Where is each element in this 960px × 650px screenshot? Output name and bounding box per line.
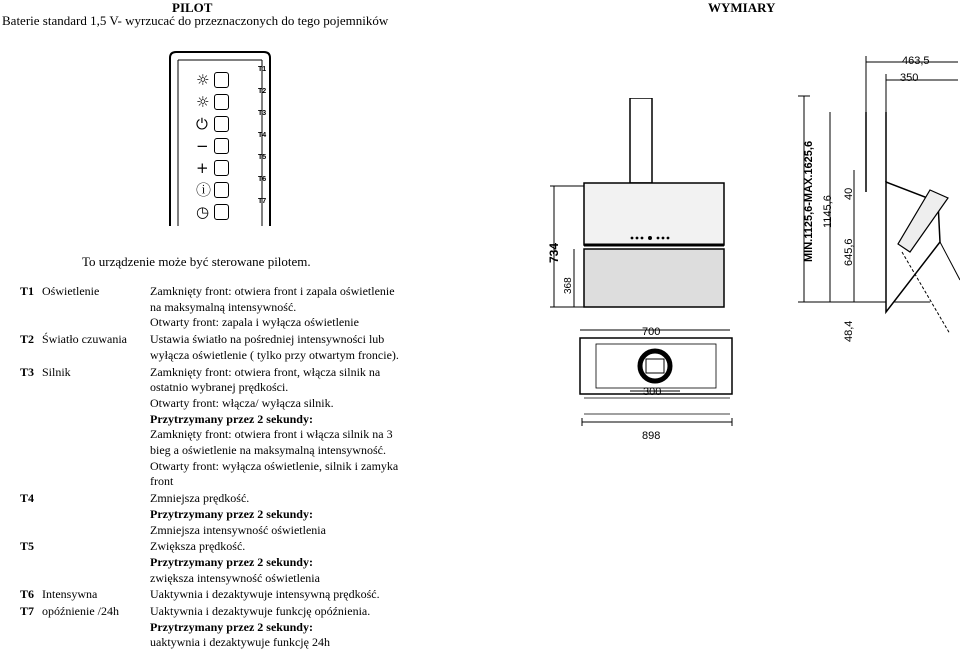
func-key: T6: [20, 587, 35, 602]
dim-700-label: 700: [642, 326, 661, 338]
remote-button-t2[interactable]: [214, 94, 229, 110]
func-description-line: zwiększa intensywność oświetlenia: [150, 570, 320, 585]
dim-6456-label: 645,6: [843, 238, 855, 266]
func-description-line: Otwarty front: zapala i wyłącza oświetlenie: [150, 315, 359, 330]
func-key: T4: [20, 491, 35, 506]
func-description-line: uaktywnia i dezaktywuje funkcję 24h: [150, 635, 330, 650]
standby-light-icon: ☼: [196, 93, 210, 111]
power-icon: ⏻: [196, 115, 208, 133]
boost-icon: ⓘ: [196, 181, 212, 199]
func-description-line: bieg a oświetlenie na maksymalną intensywność.: [150, 443, 386, 457]
func-description-line: Zamknięty front: otwiera front i zapala oświetlenie: [150, 284, 395, 298]
remote-button-label: T5: [258, 154, 267, 161]
remote-button-label: T2: [258, 88, 267, 95]
func-name: Intensywna: [42, 587, 98, 602]
func-description-line: na maksymalną intensywność.: [150, 299, 297, 314]
func-name: Oświetlenie: [42, 284, 100, 298]
func-description-line: Zmniejsza prędkość.: [150, 491, 250, 506]
func-description-line: wyłącza oświetlenie ( tylko przy otwartym froncie).: [150, 347, 399, 362]
remote-button-t4[interactable]: [214, 138, 229, 154]
func-description-line: Przytrzymany przez 2 sekundy:: [150, 411, 313, 426]
func-description-line: Uaktywnia i dezaktywuje funkcję opóźnienia.: [150, 604, 371, 618]
func-description-line: Otwarty front: wyłącza oświetlenie, silnik i zamyka: [150, 458, 399, 473]
func-key: T7: [20, 604, 35, 618]
dim-898-label: 898: [642, 430, 661, 442]
dim-350-label: 350: [900, 72, 919, 84]
func-name: Silnik: [42, 364, 71, 379]
func-description-line: Zamknięty front: otwiera front, włącza silnik na: [150, 364, 381, 379]
func-key: T2: [20, 332, 35, 347]
remote-button-label: T3: [258, 110, 267, 117]
func-description-line: Przytrzymany przez 2 sekundy:: [150, 619, 313, 634]
remote-button-t1[interactable]: [214, 72, 229, 88]
func-description-line: Ustawia światło na pośredniej intensywności lub: [150, 332, 385, 347]
func-description-line: Otwarty front: włącza/ wyłącza silnik.: [150, 395, 334, 410]
func-description-line: Zmniejsza intensywność oświetlenia: [150, 522, 326, 537]
remote-button-t5[interactable]: [214, 160, 229, 176]
func-name: Światło czuwania: [42, 332, 127, 347]
remote-caption: To urządzenie może być sterowane pilotem.: [82, 254, 311, 269]
battery-note: Baterie standard 1,5 V- wyrzucać do przeznaczonych do tego pojemników: [2, 13, 389, 28]
func-description-line: ostatnio wybranej prędkości.: [150, 380, 289, 395]
dim-734-label: 734: [547, 242, 561, 263]
dim-1145-label: 1145,6: [822, 195, 834, 228]
func-key: T3: [20, 364, 35, 379]
func-description-line: Zwiększa prędkość.: [150, 539, 246, 554]
remote-button-label: T7: [258, 198, 267, 205]
plus-icon: +: [196, 159, 209, 177]
remote-button-label: T1: [258, 66, 267, 73]
func-description-line: front: [150, 474, 174, 489]
pilot-title: PILOT: [172, 0, 213, 15]
func-description-line: Zamknięty front: otwiera front i włącza silnik na 3: [150, 427, 393, 442]
func-name: opóźnienie /24h: [42, 604, 119, 618]
func-description-line: Przytrzymany przez 2 sekundy:: [150, 554, 313, 569]
front-view-drawing: [540, 98, 740, 350]
remote-button-t7[interactable]: [214, 204, 229, 220]
side-view-drawing: [790, 52, 960, 342]
remote-button-label: T6: [258, 176, 267, 183]
dim-40-label: 40: [843, 187, 855, 200]
timer-icon: ◷: [196, 203, 210, 221]
func-description-line: Uaktywnia i dezaktywuje intensywną prędkość.: [150, 587, 380, 602]
func-key: T5: [20, 539, 35, 554]
dim-minmax-label: MIN.1125,6-MAX.1625,6: [803, 140, 815, 262]
dim-368-label: 368: [563, 277, 574, 294]
func-description-line: Przytrzymany przez 2 sekundy:: [150, 506, 313, 521]
minus-icon: −: [196, 137, 209, 155]
remote-button-t3[interactable]: [214, 116, 229, 132]
remote-button-label: T4: [258, 132, 267, 139]
dim-300-label: 300: [643, 386, 662, 398]
func-key: T1: [20, 284, 35, 298]
dim-4635-label: 463,5: [902, 55, 930, 67]
dimensions-title: WYMIARY: [708, 0, 776, 15]
top-view-drawing: [570, 322, 750, 442]
remote-button-t6[interactable]: [214, 182, 229, 198]
dim-484-label: 48,4: [843, 320, 855, 342]
light-icon: ☼: [196, 71, 210, 89]
